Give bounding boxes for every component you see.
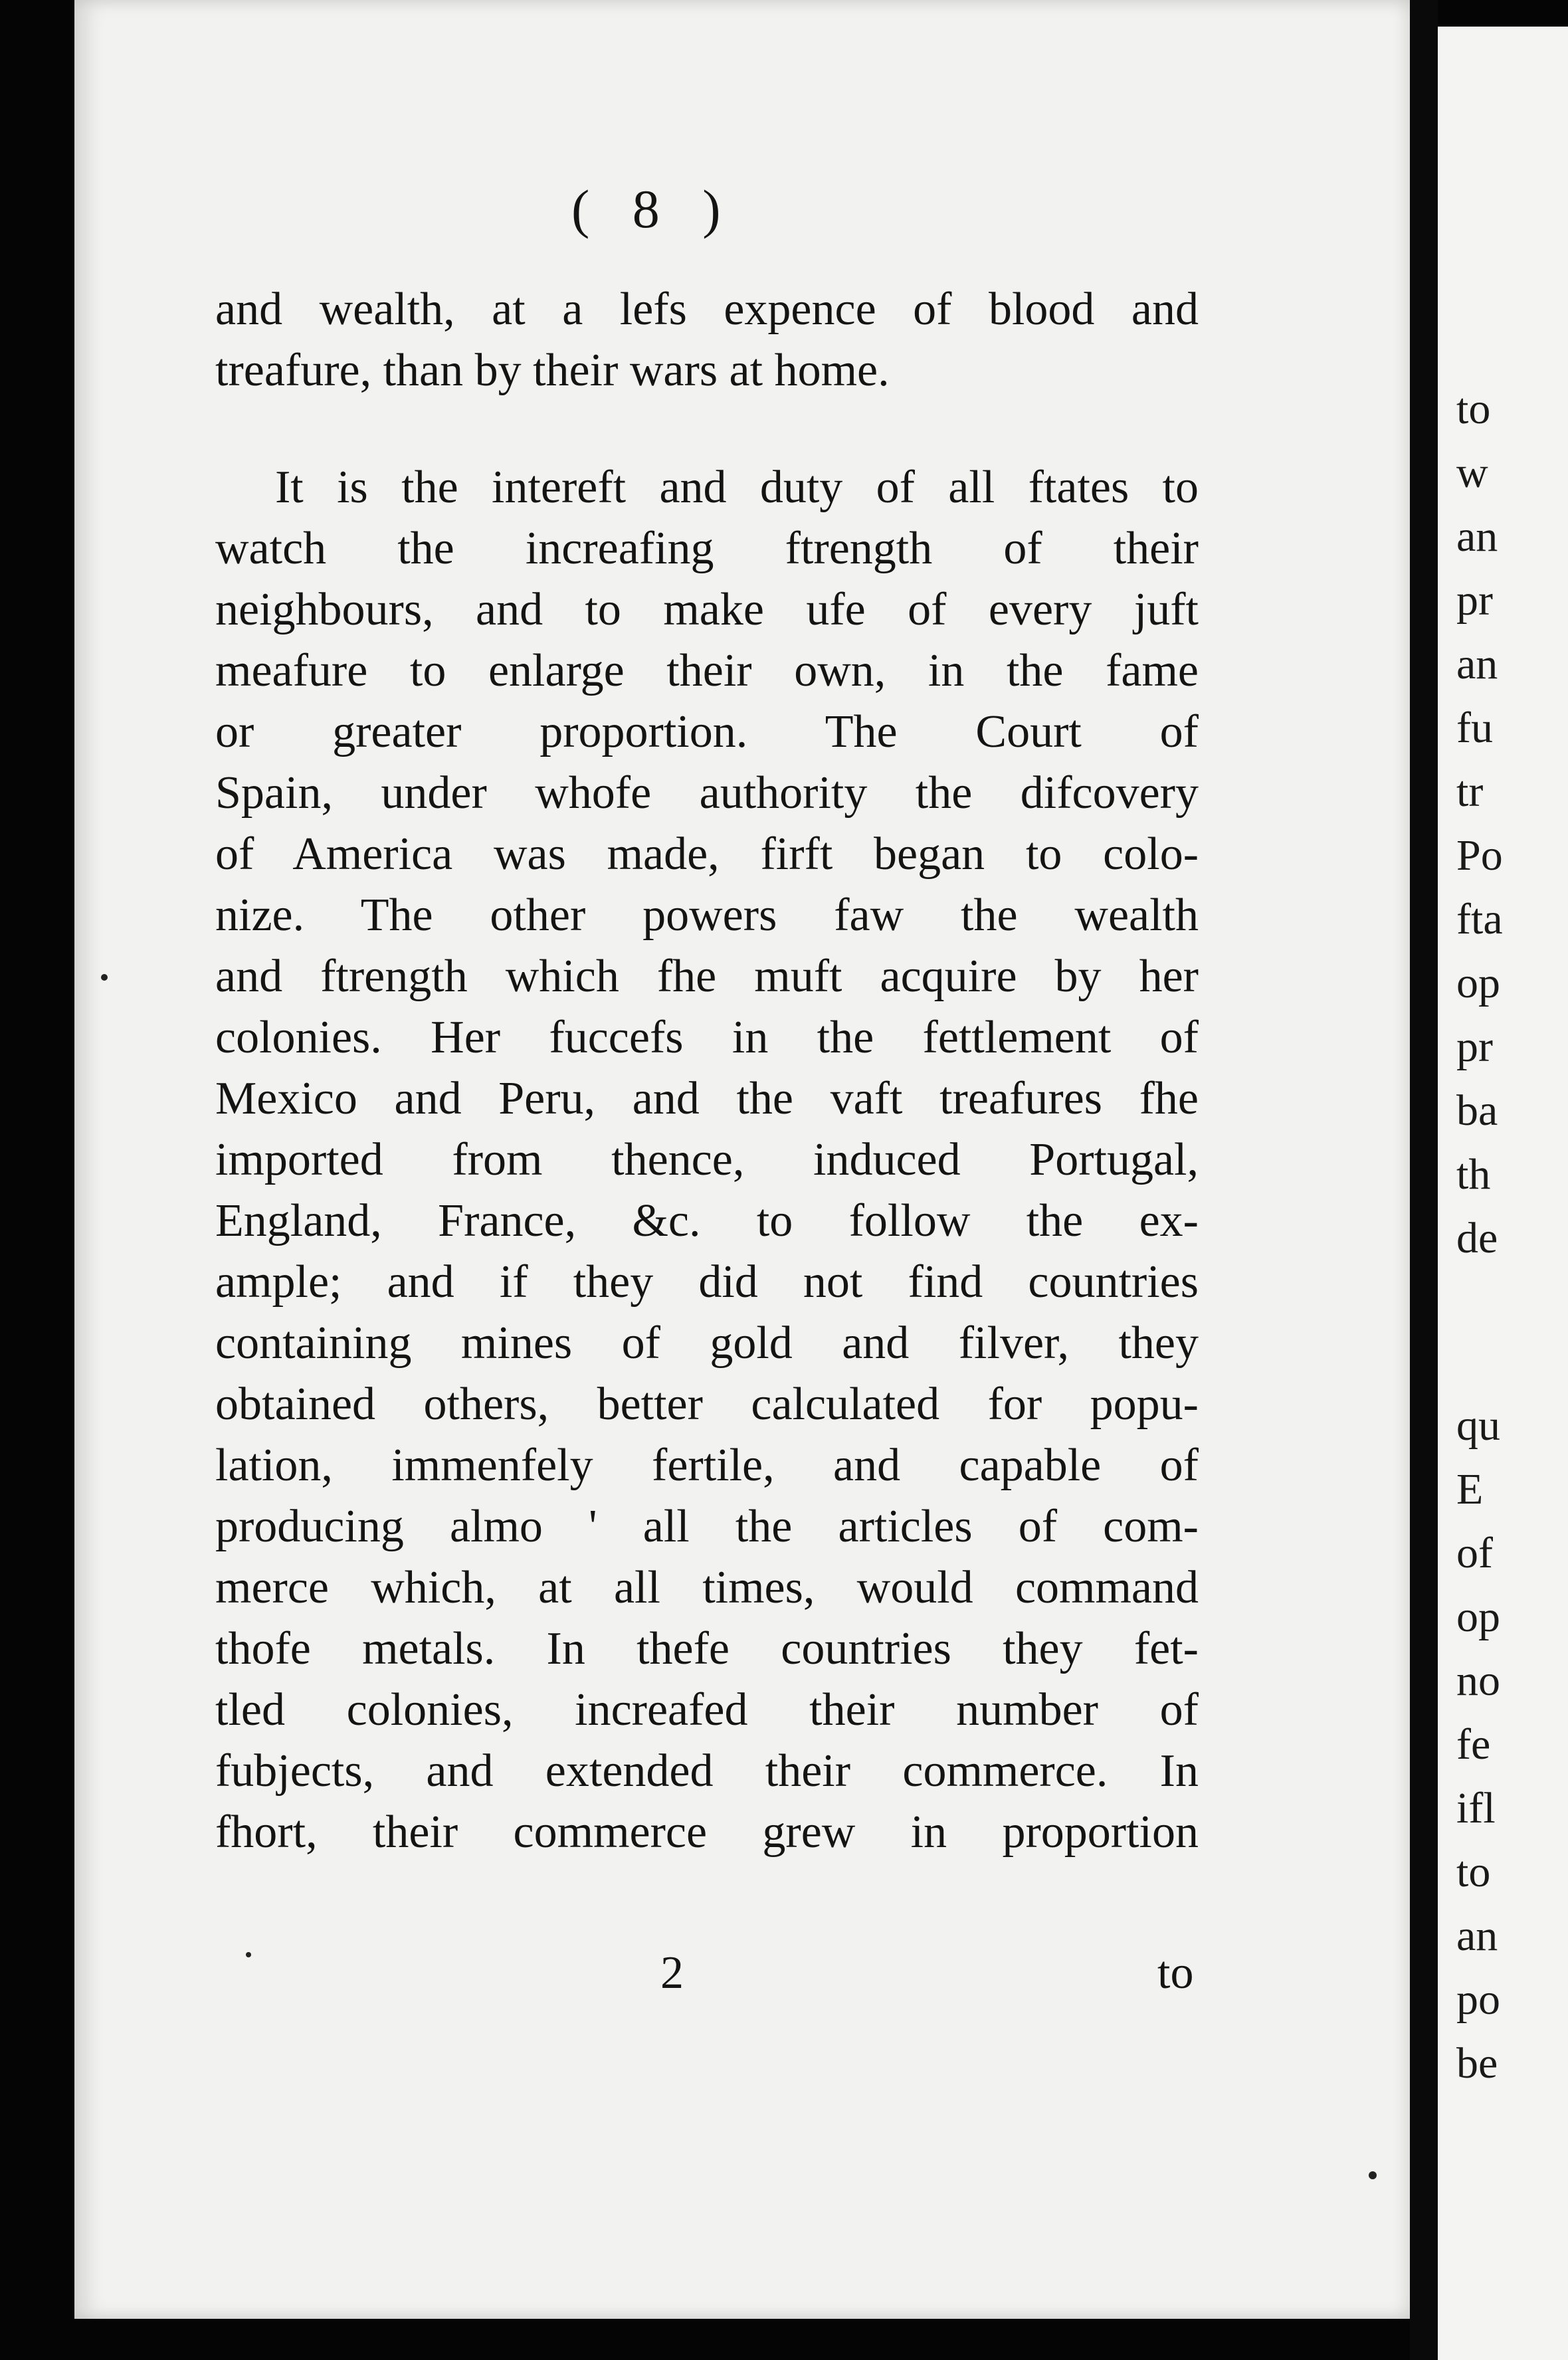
text-line: fubjects, and extended their commerce. In bbox=[215, 1745, 1199, 1797]
facing-fragment: tr bbox=[1456, 767, 1484, 816]
text-line: containing mines of gold and filver, they bbox=[215, 1318, 1199, 1369]
facing-fragment: fta bbox=[1456, 895, 1503, 943]
text-line: meafure to enlarge their own, in the fame bbox=[215, 645, 1199, 696]
text-line: imported from thence, induced Portugal, bbox=[215, 1134, 1199, 1185]
facing-fragment: ifl bbox=[1456, 1784, 1496, 1832]
facing-fragment: op bbox=[1456, 959, 1500, 1007]
catchword: to bbox=[1157, 1947, 1194, 1999]
text-line: It is the intereft and duty of all ftates to bbox=[275, 462, 1199, 513]
facing-fragment: fu bbox=[1456, 704, 1493, 752]
facing-fragment: to bbox=[1456, 385, 1491, 433]
text-line: merce which, at all times, would command bbox=[215, 1562, 1199, 1613]
facing-fragment: po bbox=[1456, 1975, 1500, 2024]
body-text bbox=[215, 279, 1199, 1863]
ink-speck bbox=[101, 974, 108, 981]
text-line: or greater proportion. The Court of bbox=[215, 706, 1199, 757]
facing-fragment: an bbox=[1456, 640, 1498, 688]
text-line: tled colonies, increafed their number of bbox=[215, 1684, 1199, 1735]
facing-fragment: ba bbox=[1456, 1086, 1498, 1135]
ink-speck bbox=[246, 1952, 251, 1957]
page-number-header: ( 8 ) bbox=[571, 179, 735, 239]
text-line: of America was made, firft began to colo- bbox=[215, 829, 1199, 880]
facing-page bbox=[1438, 27, 1568, 2360]
facing-fragment: Po bbox=[1456, 831, 1503, 880]
text-line: and ftrength which fhe muft acquire by her bbox=[215, 951, 1199, 1002]
text-line: treafure, than by their wars at home. bbox=[215, 345, 890, 396]
facing-fragment: pr bbox=[1456, 1023, 1493, 1071]
facing-fragment: an bbox=[1456, 1912, 1498, 1960]
ink-speck bbox=[1369, 2171, 1377, 2179]
facing-fragment: no bbox=[1456, 1656, 1500, 1705]
text-line: fhort, their commerce grew in proportion bbox=[215, 1807, 1199, 1858]
text-line: ample; and if they did not find countries bbox=[215, 1256, 1199, 1308]
facing-fragment: qu bbox=[1456, 1401, 1500, 1450]
facing-fragment: be bbox=[1456, 2039, 1498, 2088]
facing-fragment: de bbox=[1456, 1214, 1498, 1262]
text-line: neighbours, and to make ufe of every juft bbox=[215, 584, 1199, 635]
text-line: colonies. Her fuccefs in the fettlement of bbox=[215, 1012, 1199, 1063]
facing-fragment: op bbox=[1456, 1593, 1500, 1641]
facing-fragment: pr bbox=[1456, 576, 1493, 625]
facing-fragment: fe bbox=[1456, 1720, 1491, 1769]
facing-fragment: E bbox=[1456, 1465, 1484, 1514]
facing-fragment: of bbox=[1456, 1529, 1493, 1577]
text-line: watch the increafing ftrength of their bbox=[215, 523, 1199, 574]
facing-fragment: to bbox=[1456, 1848, 1491, 1896]
text-line: obtained others, better calculated for popu- bbox=[215, 1379, 1199, 1430]
text-line: nize. The other powers faw the wealth bbox=[215, 890, 1199, 941]
facing-fragment: th bbox=[1456, 1150, 1491, 1199]
facing-fragment: an bbox=[1456, 512, 1498, 561]
book-gutter bbox=[1410, 0, 1438, 2360]
text-line: lation, immenfely fertile, and capable of bbox=[215, 1440, 1199, 1491]
text-line: Mexico and Peru, and the vaft treafures fhe bbox=[215, 1073, 1199, 1124]
text-line: and wealth, at a lefs expence of blood and bbox=[215, 284, 1199, 335]
text-line: Spain, under whofe authority the difcovery bbox=[215, 767, 1199, 819]
facing-fragment: w bbox=[1456, 448, 1488, 497]
signature-mark: 2 bbox=[660, 1947, 684, 1999]
text-line: thofe metals. In thefe countries they fet- bbox=[215, 1623, 1199, 1674]
text-line: England, France, &c. to follow the ex- bbox=[215, 1195, 1199, 1246]
text-line: producing almo ' all the articles of com- bbox=[215, 1501, 1199, 1552]
